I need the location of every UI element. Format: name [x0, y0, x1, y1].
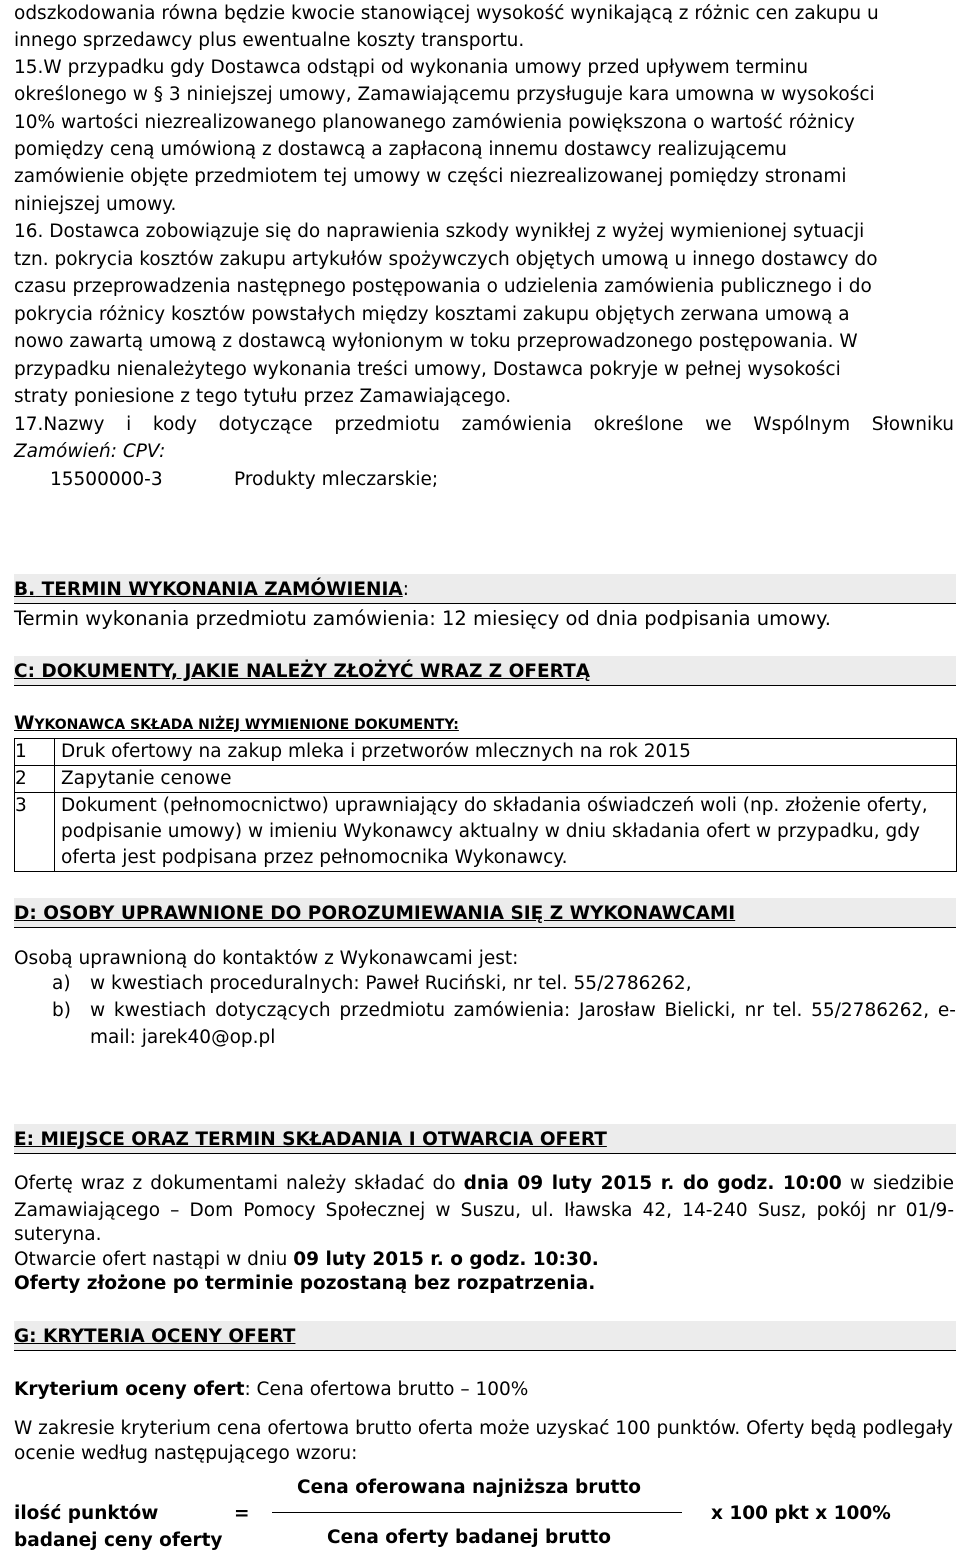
cpv-label: Zamówień: CPV:: [14, 441, 166, 462]
text-line: określonego w § 3 niniejszej umowy, Zamawiającemu przysługuje kara umowna w wysokości: [14, 84, 875, 105]
text-line: tzn. pokrycia kosztów zakupu artykułów spożywczych objętych umową u innego dostawcy do: [14, 249, 878, 270]
section-e-line: Zamawiającego – Dom Pomocy Społecznej w Suszu, ul. Iławska 42, 14-240 Susz, pokój nr 01/9-: [14, 1200, 954, 1221]
criterion-label: Kryterium oceny ofert: [14, 1379, 245, 1400]
list-label: b): [52, 1000, 71, 1021]
row-text: Zapytanie cenowe: [55, 766, 957, 793]
row-text: Druk ofertowy na zakup mleka i przetworów mlecznych na rok 2015: [55, 739, 957, 766]
table-row: [15, 739, 957, 766]
section-g-header: [14, 1321, 956, 1351]
text-line: pomiędzy ceną umówioną z dostawcą a zapłaconą innemu dostawcy realizującemu: [14, 139, 787, 160]
formula-numerator: Cena oferowana najniższa brutto: [297, 1477, 641, 1498]
formula-equals: =: [234, 1503, 250, 1524]
opening-date: 09 luty 2015 r. o godz. 10:30.: [293, 1249, 599, 1270]
text-line: 17.Nazwy i kody dotyczące przedmiotu zamówienia określone we Wspólnym Słowniku: [14, 414, 954, 435]
section-e-title: E: MIEJSCE ORAZ TERMIN SKŁADANIA I OTWARCIA OFERT: [14, 1129, 607, 1150]
documents-table: [14, 738, 957, 872]
text-line: pokrycia różnicy kosztów powstałych między kosztami zakupu objętych zerwana umową a: [14, 304, 850, 325]
text-line: odszkodowania równa będzie kwocie stanowiącej wysokość wynikającą z różnic cen zakupu u: [14, 3, 879, 24]
table-row: [15, 766, 957, 793]
section-d-header: [14, 898, 956, 928]
section-d-intro: Osobą uprawnioną do kontaktów z Wykonawcami jest:: [14, 948, 519, 969]
formula-left-2: badanej ceny oferty: [14, 1530, 223, 1551]
text-line: straty poniesione z tego tytułu przez Zamawiającego.: [14, 386, 512, 407]
text-line: 15.W przypadku gdy Dostawca odstąpi od wykonania umowy przed upływem terminu: [14, 57, 809, 78]
section-b-letter: B.: [14, 579, 36, 600]
text-line: czasu przeprowadzenia następnego postępowania o udzielenia zamówienia publicznego i do: [14, 276, 872, 297]
text-line: innego sprzedawcy plus ewentualne koszty transportu.: [14, 30, 525, 51]
section-b-header: [14, 574, 956, 604]
formula-multiplier: x 100 pkt x 100%: [711, 1503, 891, 1524]
criterion-line: [14, 1376, 528, 1404]
row-number: 2: [15, 766, 55, 793]
section-b-colon: :: [402, 579, 409, 600]
section-e-line: suteryna.: [14, 1224, 102, 1245]
list-label: a): [52, 973, 71, 994]
list-text: w kwestiach proceduralnych: Paweł Ruciński, nr tel. 55/2786262,: [90, 973, 692, 994]
row-number: 3: [15, 793, 55, 872]
section-g-paragraph: ocenie według następującego wzoru:: [14, 1443, 358, 1464]
section-e-header: [14, 1124, 956, 1154]
cpv-name: Produkty mleczarskie;: [234, 469, 439, 490]
text-span: Ofertę wraz z dokumentami należy składać do: [14, 1173, 464, 1194]
subheading-initial: W: [14, 713, 35, 734]
text-line: niniejszej umowy.: [14, 194, 177, 215]
section-b-title: TERMIN WYKONANIA ZAMÓWIENIA: [35, 579, 403, 600]
deadline-text: dnia 09 luty 2015 r. do godz. 10:00: [463, 1173, 842, 1194]
section-b-text: Termin wykonania przedmiotu zamówienia: 12 miesięcy od dnia podpisania umowy.: [14, 607, 831, 630]
text-line: nowo zawartą umową z dostawcą wyłonionym w toku przeprowadzonego postępowania. W: [14, 331, 858, 352]
list-item: [52, 997, 956, 1051]
text-span: w siedzibie: [841, 1173, 954, 1194]
text-span: Otwarcie ofert nastąpi w dniu: [14, 1249, 294, 1270]
formula-fraction-bar: [272, 1512, 682, 1513]
criterion-value: : Cena ofertowa brutto – 100%: [244, 1379, 529, 1400]
section-e-note: Oferty złożone po terminie pozostaną bez rozpatrzenia.: [14, 1273, 596, 1294]
formula-left-1: ilość punktów: [14, 1503, 159, 1524]
formula-denominator: Cena oferty badanej brutto: [327, 1527, 611, 1548]
list-text: w kwestiach dotyczących przedmiotu zamówienia: Jarosław Bielicki, nr tel. 55/2786262, e-: [90, 1000, 956, 1021]
row-text: Dokument (pełnomocnictwo) uprawniający do składania oświadczeń woli (np. złożenie oferty, podpisanie umowy) w imieniu Wykonawcy aktualny w dniu składania ofert w przypadku, gdy oferta jest podpisana przez pełnomocnika Wykonawcy.: [55, 793, 957, 872]
list-text-continued: mail: jarek40@op.pl: [90, 1027, 276, 1048]
table-row: [15, 793, 957, 872]
section-c-header: [14, 656, 956, 686]
subheading-rest: YKONAWCA SKŁADA NIŻEJ WYMIENIONE DOKUMENTY:: [34, 717, 459, 733]
row-number: 1: [15, 739, 55, 766]
section-c-subheading: [14, 710, 459, 740]
section-g-title: G: KRYTERIA OCENY OFERT: [14, 1326, 296, 1347]
text-line: 16. Dostawca zobowiązuje się do naprawienia szkody wynikłej z wyżej wymienionej sytuacji: [14, 221, 865, 242]
cpv-code: 15500000-3: [50, 469, 163, 490]
section-c-title: C: DOKUMENTY, JAKIE NALEŻY ZŁOŻYĆ WRAZ Z OFERTĄ: [14, 661, 591, 682]
section-d-title: D: OSOBY UPRAWNIONE DO POROZUMIEWANIA SIĘ Z WYKONAWCAMI: [14, 903, 736, 924]
text-line: zamówienie objęte przedmiotem tej umowy w części niezrealizowanej pomiędzy stronami: [14, 166, 847, 187]
section-e-line: [14, 1170, 954, 1198]
text-line: przypadku nienależytego wykonania treści umowy, Dostawca pokryje w pełnej wysokości: [14, 359, 841, 380]
text-line: 10% wartości niezrealizowanego planowanego zamówienia powiększona o wartość różnicy: [14, 112, 855, 133]
section-g-paragraph: W zakresie kryterium cena ofertowa brutto oferta może uzyskać 100 punktów. Oferty będą podlegały: [14, 1418, 953, 1439]
